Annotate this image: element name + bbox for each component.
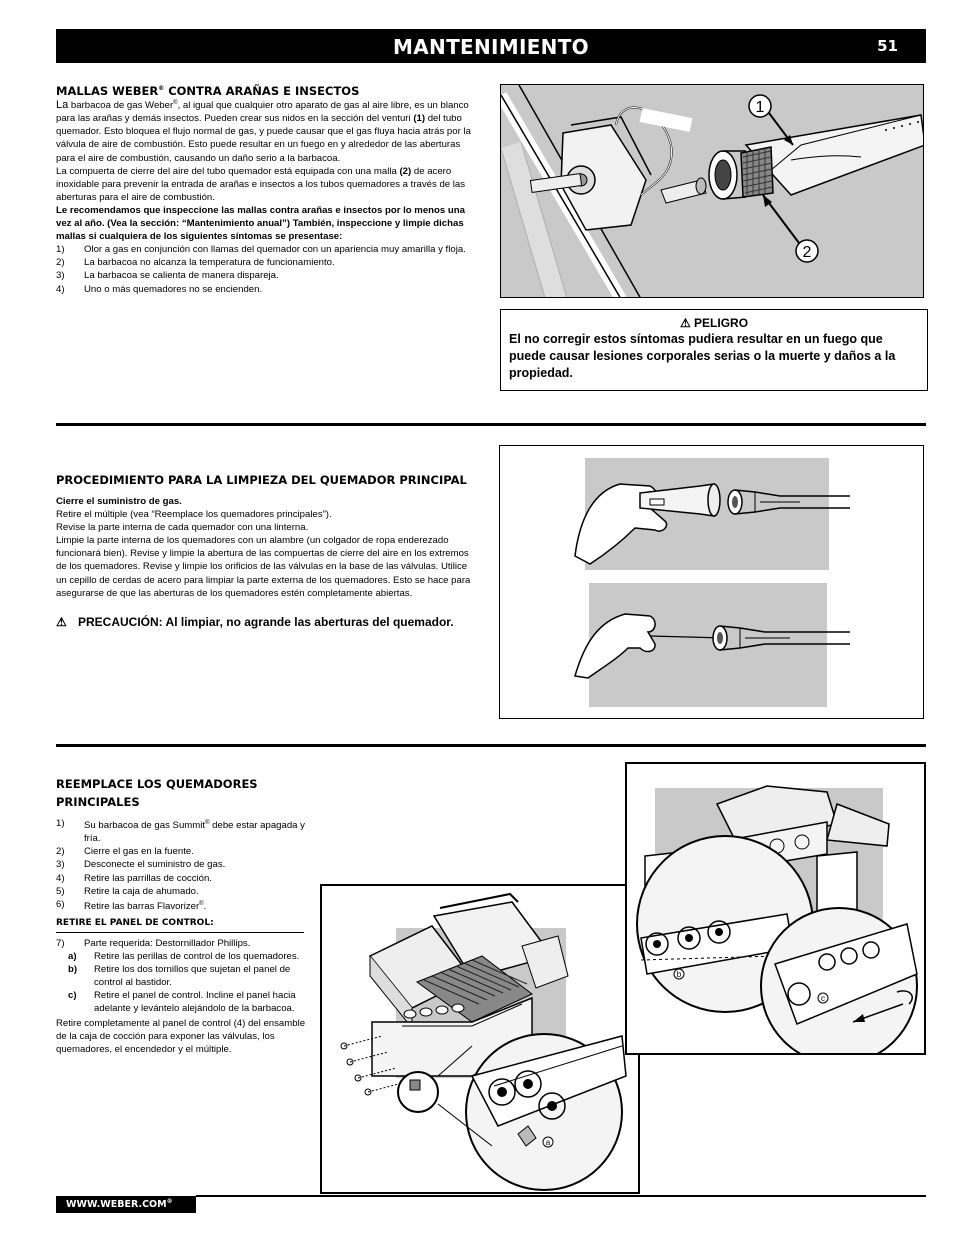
list-item: 5) Retire la caja de ahumado.	[56, 885, 199, 897]
grill-drawing	[322, 886, 638, 1192]
danger-warning-box	[500, 309, 928, 391]
caution-note: ⚠ PRECAUCIÓN: Al limpiar, no agrande las aberturas del quemador.	[56, 615, 454, 629]
list-item: 4) Retire las parrillas de cocción.	[56, 872, 212, 884]
callout-1-label: 1	[755, 99, 765, 116]
cleaning-drawing	[500, 446, 924, 719]
danger-text: El no corregir estos síntomas pudiera resultar en un fuego que puede causar lesiones corporales serias o la muerte y daños a la propiedad.	[509, 332, 896, 380]
control-panel-drawing	[627, 764, 924, 1053]
list-item: c) Retire el panel de control. Incline el panel hacia adelante y levántelo alejándolo de la barbacoa.	[68, 990, 296, 1015]
section3-substeps	[56, 937, 306, 1056]
footer-tab	[56, 1196, 196, 1213]
section-heading-spider-screens: MALLAS WEBER® CONTRA ARAÑAS E INSECTOS	[56, 83, 360, 98]
list-item: b) Retire los dos tornillos que sujetan el panel de control al bastidor.	[68, 964, 291, 989]
footer-url: WWW.WEBER.COM®	[66, 1198, 173, 1211]
page-title: MANTENIMIENTO	[393, 35, 589, 59]
page-header-bar	[56, 29, 926, 63]
section2-body	[56, 495, 480, 600]
list-item: 6) Retire las barras Flavorizer®.	[56, 898, 207, 912]
burner-screen-illustration	[500, 84, 924, 298]
list-item: 4) Uno o más quemadores no se encienden.	[56, 283, 263, 295]
list-item: 3) La barbacoa se calienta de manera dispareja.	[56, 270, 279, 282]
paragraph: Limpie la parte interna de los quemadores con un alambre (un colgador de ropa enderezado funcionará bien). Revise y limpie la abertura de las compuertas de cierre del aire en los extremos de los quemadores. Revise y limpie los orificios de las válvulas en la base de las válvulas. Utilice un cepillo de cerdas de acero para limpiar la parte externa de los quemadores. Esto se hace para asegurarse de que las aberturas de los quemadores estén completamente abiertas.	[56, 535, 471, 599]
section-divider	[56, 423, 926, 426]
footer-rule	[196, 1195, 926, 1197]
paragraph: Le recomendamos que inspeccione las mallas contra arañas e insectos por lo menos una vez al año. (Vea la sección: “Mantenimiento anual”) También, inspeccione y limpie dichas mallas si cualquiera de los siguientes síntomas se presentase:	[56, 204, 465, 243]
danger-heading: ⚠ PELIGRO	[679, 316, 749, 330]
list-item: a) Retire las perillas de control de los quemadores.	[68, 951, 300, 963]
warning-triangle-icon: ⚠	[56, 615, 67, 629]
list-item: 2) La barbacoa no alcanza la temperatura de funcionamiento.	[56, 257, 335, 269]
burner-venturi-drawing	[501, 85, 924, 298]
burner-cleaning-illustration	[499, 445, 924, 719]
subheading-underline	[56, 932, 304, 933]
paragraph: Retire completamente al panel de control (4) del ensamble de la caja de cocción para exponer las válvulas, los quemadores, el encendedor y el múltiple.	[56, 1017, 306, 1055]
paragraph: Revise la parte interna de cada quemador con una linterna.	[56, 522, 309, 534]
label-a: a	[545, 1138, 551, 1147]
list-item: 7) Parte requerida: Destornillador Phillips.	[56, 938, 251, 949]
paragraph: La compuerta de cierre del aire del tubo quemador está equipada con una malla (2) de acero inoxidable para prevenir la entrada de arañas e insectos a los tubos quemadores a través de las aberturas para el aire de combustión.	[56, 165, 466, 203]
section-heading-replace-burners: REEMPLACE LOS QUEMADORES PRINCIPALES	[56, 777, 258, 809]
list-item: 1) Su barbacoa de gas Summit® debe estar apagada y fría.	[56, 818, 305, 845]
section3-steps	[56, 817, 306, 913]
section-heading-burner-cleaning: PROCEDIMIENTO PARA LA LIMPIEZA DEL QUEMADOR PRINCIPAL	[56, 473, 467, 487]
list-item: 1) Olor a gas en conjunción con llamas del quemador con un apariencia muy amarilla y floja.	[56, 244, 466, 256]
footer-tab-edge	[184, 1196, 196, 1213]
subheading: Cierre el suministro de gas.	[56, 496, 182, 507]
label-b: b	[676, 970, 682, 979]
warning-triangle-icon: ⚠	[679, 316, 691, 330]
grill-knobs-illustration	[320, 884, 640, 1194]
subheading-remove-control-panel: RETIRE EL PANEL DE CONTROL:	[56, 918, 214, 928]
section-divider	[56, 744, 926, 747]
list-item: 3) Desconecte el suministro de gas.	[56, 859, 226, 871]
label-c: c	[821, 994, 825, 1003]
paragraph: La barbacoa de gas Weber®, al igual que cualquier otro aparato de gas al aire libre, es un blanco para las arañas y demás insectos. Pueden crear sus nidos en la sección del venturi (1) del tubo quemador. Esto bloquea el flujo normal de gas, y puede causar que el gas fluya hacia atrás por la válvula de aire de combustión. Esto puede resultar en un fuego en y alrededor de las aberturas para el aire de combustión, causando un daño serio a la barbacoa.	[56, 99, 471, 164]
control-panel-removal-illustration	[625, 762, 926, 1055]
section1-body	[56, 97, 478, 296]
paragraph: Retire el múltiple (vea “Reemplace los quemadores principales”).	[56, 509, 332, 521]
page-number: 51	[877, 37, 898, 55]
list-item: 2) Cierre el gas en la fuente.	[56, 846, 194, 858]
callout-2-label: 2	[802, 244, 812, 261]
